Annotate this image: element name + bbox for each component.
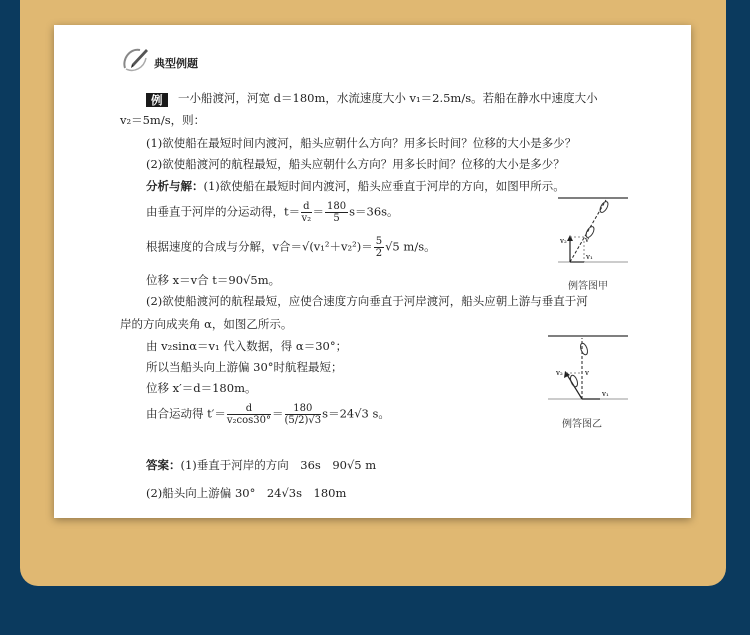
v2-label: v₂ [560,237,567,245]
fraction-den: v₂cos30° [226,415,272,426]
boat-shape [579,342,589,355]
example-tag [146,89,168,108]
fraction-num: 5 [375,236,383,247]
answer-line-1 [146,457,376,473]
equation-time [146,201,399,224]
pen-swirl-icon [120,44,150,74]
fraction-num: 180 [327,201,347,212]
fraction-180-over-expr [285,403,322,426]
equation-angle: 由 v₂sinα＝v₁ 代入数据，得 α＝30°； [146,339,348,353]
fraction-den: v₂ [301,213,312,224]
equation-velocity [146,236,436,259]
fraction-d-over-v2 [301,201,311,224]
answer-1-text: (1)垂直于河岸的方向 36s 90√5 m [180,458,377,472]
boat-shape [598,200,609,213]
v-label: v [585,369,589,377]
solution-step1-text: (1)欲使船在最短时间内渡河，船头应垂直于河岸的方向，如图甲所示。 [203,179,565,193]
figure-jia-diagram [554,195,632,273]
fraction-den: (5/2)√3 [284,415,322,426]
solution-label: 分析与解： [146,179,204,193]
equation-displacement: 位移 x＝v合 t＝90√5m。 [146,273,281,287]
fraction-num: d [303,201,310,212]
fraction-d-over-v2cos [227,403,271,426]
eq-time2-result: s＝24√3 s。 [322,406,390,421]
problem-stem-line2: v₂＝5m/s，则： [120,113,206,127]
eq-velocity-prefix: 根据速度的合成与分解，v合＝√(v₁²＋v₂²)＝ [146,239,373,254]
figure-yi-caption: 例答图乙 [562,419,602,430]
figure-jia-caption: 例答图甲 [568,281,608,292]
example-tag-label: 例 [146,93,168,107]
section-title: 典型例题 [154,57,198,70]
eq-time-result: s＝36s。 [349,204,399,219]
fraction-den: 2 [375,248,383,259]
textbook-page [54,25,691,518]
equals-sign: ＝ [312,204,325,219]
eq-time-prefix: 由垂直于河岸的分运动得，t＝ [146,204,301,219]
solution-intro-1 [146,178,565,194]
eq-time2-prefix: 由合运动得 t′＝ [146,406,226,421]
fraction-num: d [227,403,271,415]
answer-label: 答案： [146,458,181,472]
question-2: (2)欲使船渡河的航程最短，船头应朝什么方向？用多长时间？位移的大小是多少？ [146,157,565,171]
v1-label: v₁ [602,390,609,398]
fraction-den: 5 [333,213,340,224]
equation-time-2 [146,403,390,426]
solution-step2-line1: (2)欲使船渡河的航程最短，应使合速度方向垂直于河岸渡河，船头应朝上游与垂直于河 [146,294,588,308]
figure-yi-diagram [544,333,634,405]
v2-label: v₂ [556,369,563,377]
solution-step2-line2: 岸的方向成夹角 α，如图乙所示。 [120,317,293,331]
problem-stem-line1: 一小船渡河，河宽 d＝180m，水流速度大小 v₁＝2.5m/s。若船在静水中速度大小 [178,91,598,105]
v1-label: v₁ [586,253,593,261]
question-1: (1)欲使船在最短时间内渡河，船头应朝什么方向？用多长时间？位移的大小是多少？ [146,136,577,150]
equation-displacement-2: 位移 x′＝d＝180m。 [146,381,257,395]
fraction-180-over-5 [325,201,348,224]
fraction-num: 180 [285,403,322,415]
eq-velocity-result: √5 m/s。 [385,239,436,254]
fraction-5-over-2 [374,236,384,259]
answer-line-2: (2)船头向上游偏 30° 24√3s 180m [146,486,347,500]
statement-shortest-path: 所以当船头向上游偏 30°时航程最短； [146,360,343,374]
v-label: v [585,236,589,244]
equals-sign: ＝ [272,406,284,421]
